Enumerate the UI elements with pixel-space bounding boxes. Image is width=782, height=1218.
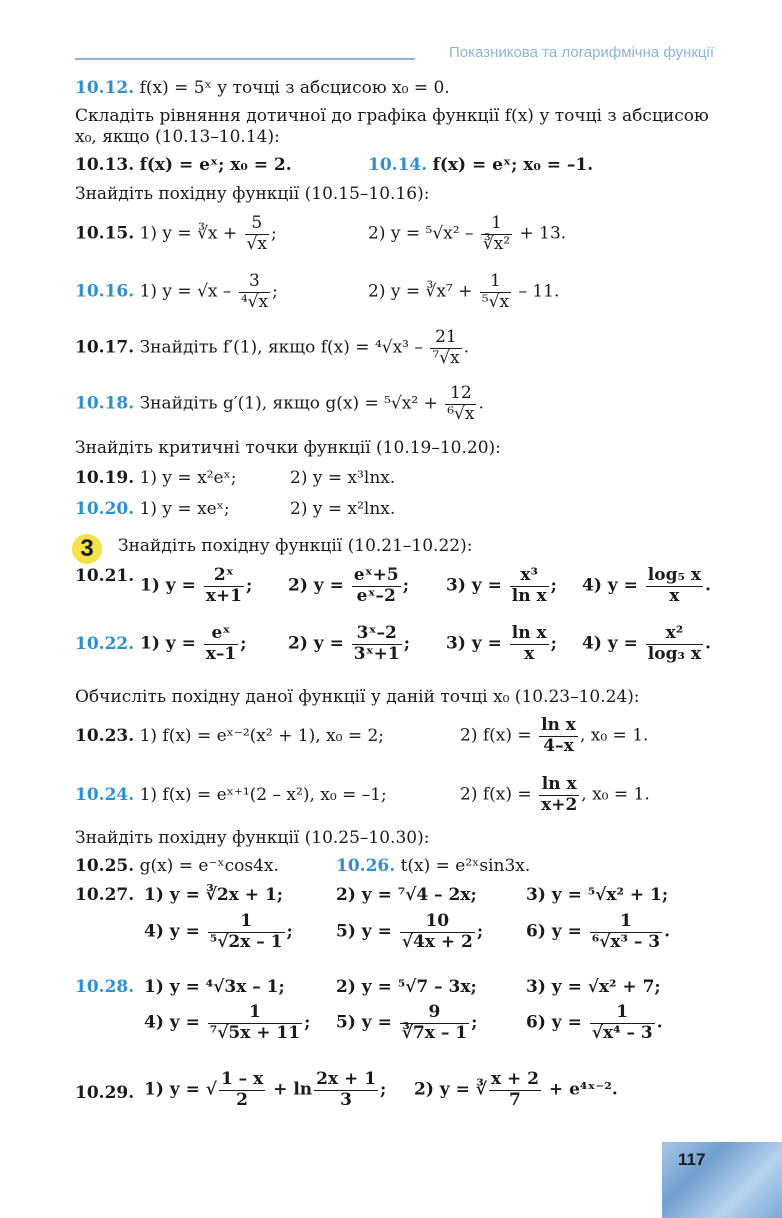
problem-text: Знайдіть f′(1), якщо f(x) = ⁴√x³ – [139,337,423,358]
item-10-28-5 [336,1003,477,1043]
ln-term: + ln [273,1079,313,1100]
header-rule [75,58,415,60]
item-10-27-1: 1) y = ∛2x + 1; [144,885,284,905]
numerator: 1 [620,911,632,931]
tail: ; [240,633,247,654]
fraction [590,912,662,952]
instruction-tangent: Складіть рівняння дотичної до графіка функції f(x) у точці з абсцисою x₀, якщо (10.13–10.14): [75,106,709,148]
problem-10-23 [75,726,384,746]
denominator: ⁶√x [447,403,475,424]
denominator: √x [246,233,267,254]
problem-number: 10.17. [75,337,135,358]
tail: ; [380,1079,387,1100]
lhs: 3) y = [446,575,502,596]
denominator: ⁶√x³ – 3 [591,931,661,952]
numerator: eˣ+5 [353,565,399,585]
problem-10-25 [75,856,279,876]
denominator: ⁵√2x – 1 [209,931,283,952]
problem-number: 10.20. [75,499,135,519]
fraction [590,1003,655,1043]
lhs: 1) y = [140,575,196,596]
tail: ; [476,921,484,942]
problem-10-18 [75,384,484,424]
tail: ; [550,633,557,654]
denominator: 3ˣ+1 [353,643,400,664]
item-10-22-4 [582,624,711,664]
numerator: ln x [541,715,576,735]
part-2: 2) y = ⁵√x² – [368,223,474,244]
problem-10-15 [75,214,277,254]
denominator: ⁷√x [432,347,460,368]
problem-number: 10.28. [75,977,135,997]
fraction [314,1070,378,1110]
denominator: ∛x² [482,233,511,254]
problem-10-21 [75,566,134,586]
tail: . [664,921,671,942]
problem-text: t(x) = e²ˣsin3x. [400,856,531,876]
part-1: 1) y = ∛x + [139,223,238,244]
item-10-21-1 [140,566,252,606]
tail: . [656,1012,663,1033]
denominator: 7 [489,1090,541,1111]
denominator: x [510,644,549,665]
fraction [489,1070,541,1110]
numerator: 10 [425,911,450,931]
problem-10-29 [75,1083,134,1103]
fraction [646,624,703,664]
lhs: 1) y = [140,633,196,654]
instruction-derivative-1: Знайдіть похідну функції (10.15–10.16): [75,184,430,204]
problem-number: 10.16. [75,281,135,302]
running-title: Показникова та логарифмічна функції [449,44,714,61]
lhs: 6) y = [526,1012,582,1033]
problem-number: 10.25. [75,856,135,876]
part-1: 1) y = xeˣ; [139,499,230,519]
problem-10-13 [75,155,292,175]
item-10-22-3 [446,624,557,664]
item-10-29-1 [144,1070,386,1110]
fraction [510,566,549,606]
tail: ; [286,921,293,942]
denominator: 3 [314,1090,378,1111]
tail: ; [471,1012,478,1033]
lhs: 6) y = [526,921,582,942]
numerator: ln x [541,774,577,794]
fraction [481,214,512,254]
numerator: 9 [428,1002,441,1022]
fraction [539,716,578,756]
problem-10-19-part-2: 2) y = x³lnx. [290,468,396,488]
numerator: 1 [240,911,253,931]
part-1: 1) f(x) = eˣ⁻²(x² + 1), x₀ = 2; [139,726,385,746]
page-number: 117 [678,1150,706,1169]
fraction [204,566,244,606]
lhs: 5) y = [336,921,392,942]
lhs: 2) y = [288,633,344,654]
numerator: 1 [616,1002,629,1022]
fraction [646,566,703,606]
fraction [539,775,579,815]
denominator: ⁴√x [240,291,269,312]
lhs: 4) y = [144,1012,200,1033]
problem-number: 10.23. [75,726,135,746]
fraction [208,1003,302,1043]
fraction [445,384,476,424]
item-10-21-2 [288,566,409,606]
denominator: ln x [511,585,547,606]
problem-10-14 [368,155,593,175]
fraction [400,1003,469,1043]
part-2: 2) f(x) = [460,784,532,805]
tail: – 11. [518,281,560,302]
problem-text: Знайдіть g′(1), якщо g(x) = ⁵√x² + [139,393,438,414]
tail: . [463,337,469,358]
problem-10-15-part-2 [368,214,566,254]
tail: , x₀ = 1. [579,725,649,746]
numerator: eˣ [211,623,231,643]
part-2: 2) f(x) = [460,725,532,746]
problem-number: 10.26. [336,856,396,876]
numerator: 3 [249,271,260,291]
part-1: 1) y = √x – [139,281,232,302]
denominator: ∛7x – 1 [401,1022,468,1043]
item-10-22-2 [288,624,410,664]
problem-number: 10.14. [368,155,428,175]
problem-10-19 [75,468,236,488]
problem-10-22 [75,634,134,654]
fraction [208,912,285,952]
numerator: 1 [491,213,502,233]
item-10-27-6 [526,912,670,952]
numerator: 3ˣ–2 [356,623,397,643]
problem-10-17 [75,328,469,368]
problem-10-24-part-2 [460,775,650,815]
tail: ; [272,281,278,302]
denominator: x–1 [205,643,237,664]
problem-number: 10.15. [75,223,135,244]
lhs: 4) y = [582,575,638,596]
tail: ; [245,575,253,596]
denominator: ⁷√5x + 11 [209,1022,301,1043]
lhs: 1) y = √ [144,1079,217,1100]
problem-10-24 [75,785,387,805]
numerator: 12 [450,383,472,403]
lhs: 4) y = [582,633,638,654]
numerator: x + 2 [490,1069,539,1089]
problem-number: 10.12. [75,78,135,98]
item-10-28-1: 1) y = ⁴√3x – 1; [144,977,285,997]
tail: , x₀ = 1. [581,784,650,805]
problem-10-28 [75,977,134,997]
denominator: x+1 [205,585,242,606]
problem-number: 10.13. [75,155,135,175]
problem-number: 10.18. [75,393,135,414]
item-10-28-2: 2) y = ⁵√7 – 3x; [336,977,477,997]
problem-10-27 [75,885,134,905]
item-10-22-1 [140,624,247,664]
denominator: √x⁴ – 3 [591,1022,653,1043]
problem-text: f(x) = eˣ; x₀ = –1. [432,155,594,175]
fraction [204,624,238,664]
tail: . [478,393,484,414]
part-1: 1) f(x) = eˣ⁺¹(2 – x²), x₀ = –1; [139,785,387,805]
tail: + e⁴ˣ⁻². [548,1079,618,1100]
part-2: 2) y = ∛x⁷ + [368,281,473,302]
numerator: 2x + 1 [316,1069,377,1089]
fraction [239,272,270,312]
lhs: 3) y = [446,633,502,654]
instruction-evaluate: Обчисліть похідну даної функції у даній точці x₀ (10.23–10.24): [75,687,640,707]
fraction [400,912,475,952]
instruction-critical: Знайдіть критичні точки функції (10.19–10.20): [75,438,501,458]
problem-10-16 [75,272,278,312]
denominator: 2 [219,1090,265,1111]
numerator: ln x [511,623,547,643]
fraction [430,328,461,368]
tail: ; [550,575,557,596]
numerator: 2ˣ [213,565,234,585]
item-10-27-5 [336,912,483,952]
item-10-28-6 [526,1003,663,1043]
denominator: log₃ x [647,643,701,664]
numerator: log₅ x [647,565,701,585]
instruction-derivative-2: Знайдіть похідну функції (10.21–10.22): [118,536,473,556]
fraction [352,566,401,606]
lhs: 5) y = [336,1012,392,1033]
numerator: 1 [249,1002,261,1022]
problem-text: f(x) = eˣ; x₀ = 2. [139,155,292,175]
item-10-27-4 [144,912,293,952]
lhs: 2) y = [288,575,344,596]
tail: + 13. [519,223,567,244]
item-10-27-3: 3) y = ⁵√x² + 1; [526,885,669,905]
tail: ; [402,575,410,596]
item-10-21-3 [446,566,557,606]
problem-number: 10.21. [75,566,135,586]
numerator: 1 – x [220,1069,264,1089]
item-10-28-3: 3) y = √x² + 7; [526,977,661,997]
fraction [480,272,511,312]
denominator: 4–x [539,736,578,757]
problem-number: 10.27. [75,885,135,905]
denominator: √4x + 2 [401,931,473,952]
denominator: eˣ–2 [352,586,401,607]
denominator: x [646,586,703,607]
fraction [510,624,549,664]
lhs: 4) y = [144,921,200,942]
level-badge: 3 [72,534,102,564]
problem-text: g(x) = e⁻ˣcos4x. [139,856,279,876]
denominator: x+2 [541,794,578,815]
problem-number: 10.24. [75,785,135,805]
tail: ; [403,633,411,654]
numerator: 21 [435,327,457,347]
fraction [245,214,269,254]
denominator: ⁵√x [481,291,510,312]
numerator: x² [665,623,684,643]
tail: ; [270,223,277,244]
problem-10-23-part-2 [460,716,648,756]
numerator: x³ [520,565,538,585]
fraction [352,624,402,664]
problem-10-20-part-2: 2) y = x²lnx. [290,499,396,519]
problem-number: 10.19. [75,468,135,488]
problem-10-12 [75,78,450,98]
item-10-27-2: 2) y = ⁷√4 – 2x; [336,885,477,905]
item-10-21-4 [582,566,711,606]
fraction [219,1070,265,1110]
problem-10-16-part-2 [368,272,559,312]
instruction-derivative-3: Знайдіть похідну функції (10.25–10.30): [75,828,430,848]
lhs: 2) y = ∛ [414,1079,487,1100]
problem-10-20 [75,499,230,519]
tail: . [704,633,711,654]
numerator: 5 [251,213,263,233]
problem-number: 10.29. [75,1083,135,1103]
problem-text: f(x) = 5ˣ у точці з абсцисою x₀ = 0. [139,78,450,98]
tail: . [704,575,711,596]
numerator: 1 [490,271,501,291]
item-10-28-4 [144,1003,310,1043]
problem-number: 10.22. [75,634,135,654]
item-10-29-2 [414,1070,618,1110]
part-1: 1) y = x²eˣ; [139,468,237,488]
problem-10-26 [336,856,530,876]
tail: ; [304,1012,311,1033]
